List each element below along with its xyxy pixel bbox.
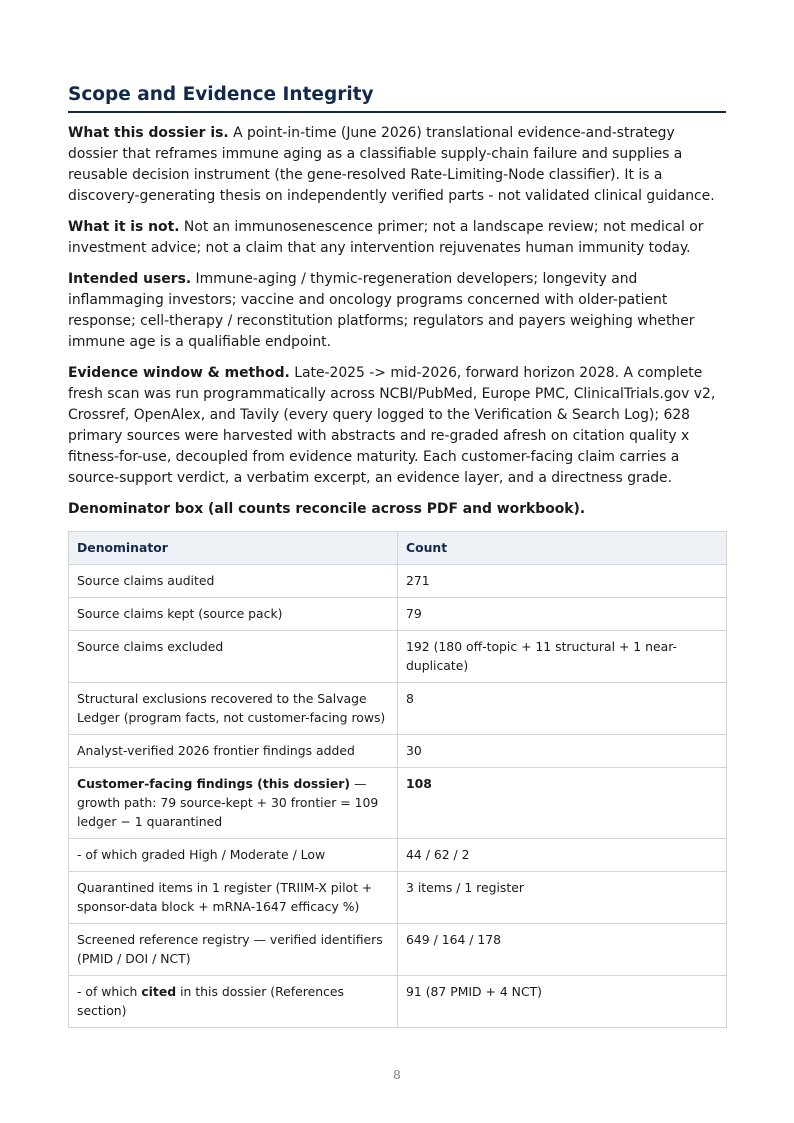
paragraph-what-it-is-not <box>68 217 726 259</box>
paragraph-what-it-is <box>68 123 726 207</box>
page-content <box>68 84 726 1028</box>
row-label: Analyst-verified 2026 frontier findings added <box>69 735 398 768</box>
row-count: 108 <box>398 768 727 839</box>
row-count: 192 (180 off-topic + 11 structural + 1 near-duplicate) <box>398 631 727 683</box>
row-label-rest: — growth path: 79 source-kept + 30 frontier = 109 ledger − 1 quarantined <box>77 776 379 829</box>
column-header-denominator: Denominator <box>69 532 398 565</box>
table-row <box>69 631 727 683</box>
table-row <box>69 565 727 598</box>
paragraph-text: A point-in-time (June 2026) translational evidence-and-strategy dossier that reframes immune aging as a classifiable supply-chain failure and supplies a reusable decision instrument (the gene-resolved Rate-Limiting-Node classifier). It is a discovery-generating thesis on independently verified parts - not validated clinical guidance. <box>68 125 715 204</box>
row-count: 649 / 164 / 178 <box>398 924 727 976</box>
table-row <box>69 872 727 924</box>
row-label: Source claims kept (source pack) <box>69 598 398 631</box>
page-number: 8 <box>393 1068 401 1082</box>
row-count: 44 / 62 / 2 <box>398 839 727 872</box>
paragraph-text: Not an immunosenescence primer; not a landscape review; not medical or investment advice; not a claim that any intervention rejuvenates human immunity today. <box>68 219 704 256</box>
table-row <box>69 598 727 631</box>
paragraph-intended-users <box>68 269 726 353</box>
paragraph-lead: Evidence window & method. <box>68 365 290 381</box>
table-row <box>69 735 727 768</box>
table-row <box>69 768 727 839</box>
row-count: 8 <box>398 683 727 735</box>
row-label-bold: cited <box>141 984 177 999</box>
row-label-bold: Customer-facing findings (this dossier) <box>77 776 351 791</box>
row-label-rest: in this dossier (References section) <box>77 984 344 1018</box>
paragraph-text: Late-2025 -> mid-2026, forward horizon 2028. A complete fresh scan was run programmatically across NCBI/PubMed, Europe PMC, ClinicalTrials.gov v2, Crossref, OpenAlex, and Tavily (every query logged to the Verification & Search Log); 628 primary sources were harvested with abstracts and re-graded afresh on citation quality x fitness-for-use, decoupled from evidence maturity. Each customer-facing claim carries a source-support verdict, a verbatim excerpt, an evidence layer, and a directness grade. <box>68 365 716 486</box>
paragraph-lead: What this dossier is. <box>68 125 229 141</box>
row-count: 3 items / 1 register <box>398 872 727 924</box>
paragraph-text: Immune-aging / thymic-regeneration developers; longevity and inflammaging investors; vaccine and oncology programs concerned with older-patient response; cell-therapy / reconstitution platforms; regulators and payers weighing whether immune age is a qualifiable endpoint. <box>68 271 695 350</box>
row-count: 30 <box>398 735 727 768</box>
row-count: 271 <box>398 565 727 598</box>
denominator-table <box>68 531 727 1028</box>
paragraph-evidence-window <box>68 363 726 489</box>
row-label <box>69 976 398 1028</box>
table-row <box>69 839 727 872</box>
table-row <box>69 683 727 735</box>
denominator-box-title: Denominator box (all counts reconcile across PDF and workbook). <box>68 501 586 517</box>
row-count: 91 (87 PMID + 4 NCT) <box>398 976 727 1028</box>
row-label: Quarantined items in 1 register (TRIIM-X pilot + sponsor-data block + mRNA-1647 efficacy %) <box>69 872 398 924</box>
row-label: Source claims excluded <box>69 631 398 683</box>
row-count: 79 <box>398 598 727 631</box>
row-label <box>69 768 398 839</box>
row-label: Source claims audited <box>69 565 398 598</box>
paragraph-lead: Intended users. <box>68 271 192 287</box>
table-row <box>69 976 727 1028</box>
paragraph-lead: What it is not. <box>68 219 180 235</box>
row-label: Structural exclusions recovered to the Salvage Ledger (program facts, not customer-facing rows) <box>69 683 398 735</box>
table-header-row <box>69 532 727 565</box>
table-row <box>69 924 727 976</box>
section-heading: Scope and Evidence Integrity <box>68 84 726 113</box>
row-label-pre: - of which <box>77 984 142 999</box>
column-header-count: Count <box>398 532 727 565</box>
row-label: Screened reference registry — verified identifiers (PMID / DOI / NCT) <box>69 924 398 976</box>
row-label: - of which graded High / Moderate / Low <box>69 839 398 872</box>
